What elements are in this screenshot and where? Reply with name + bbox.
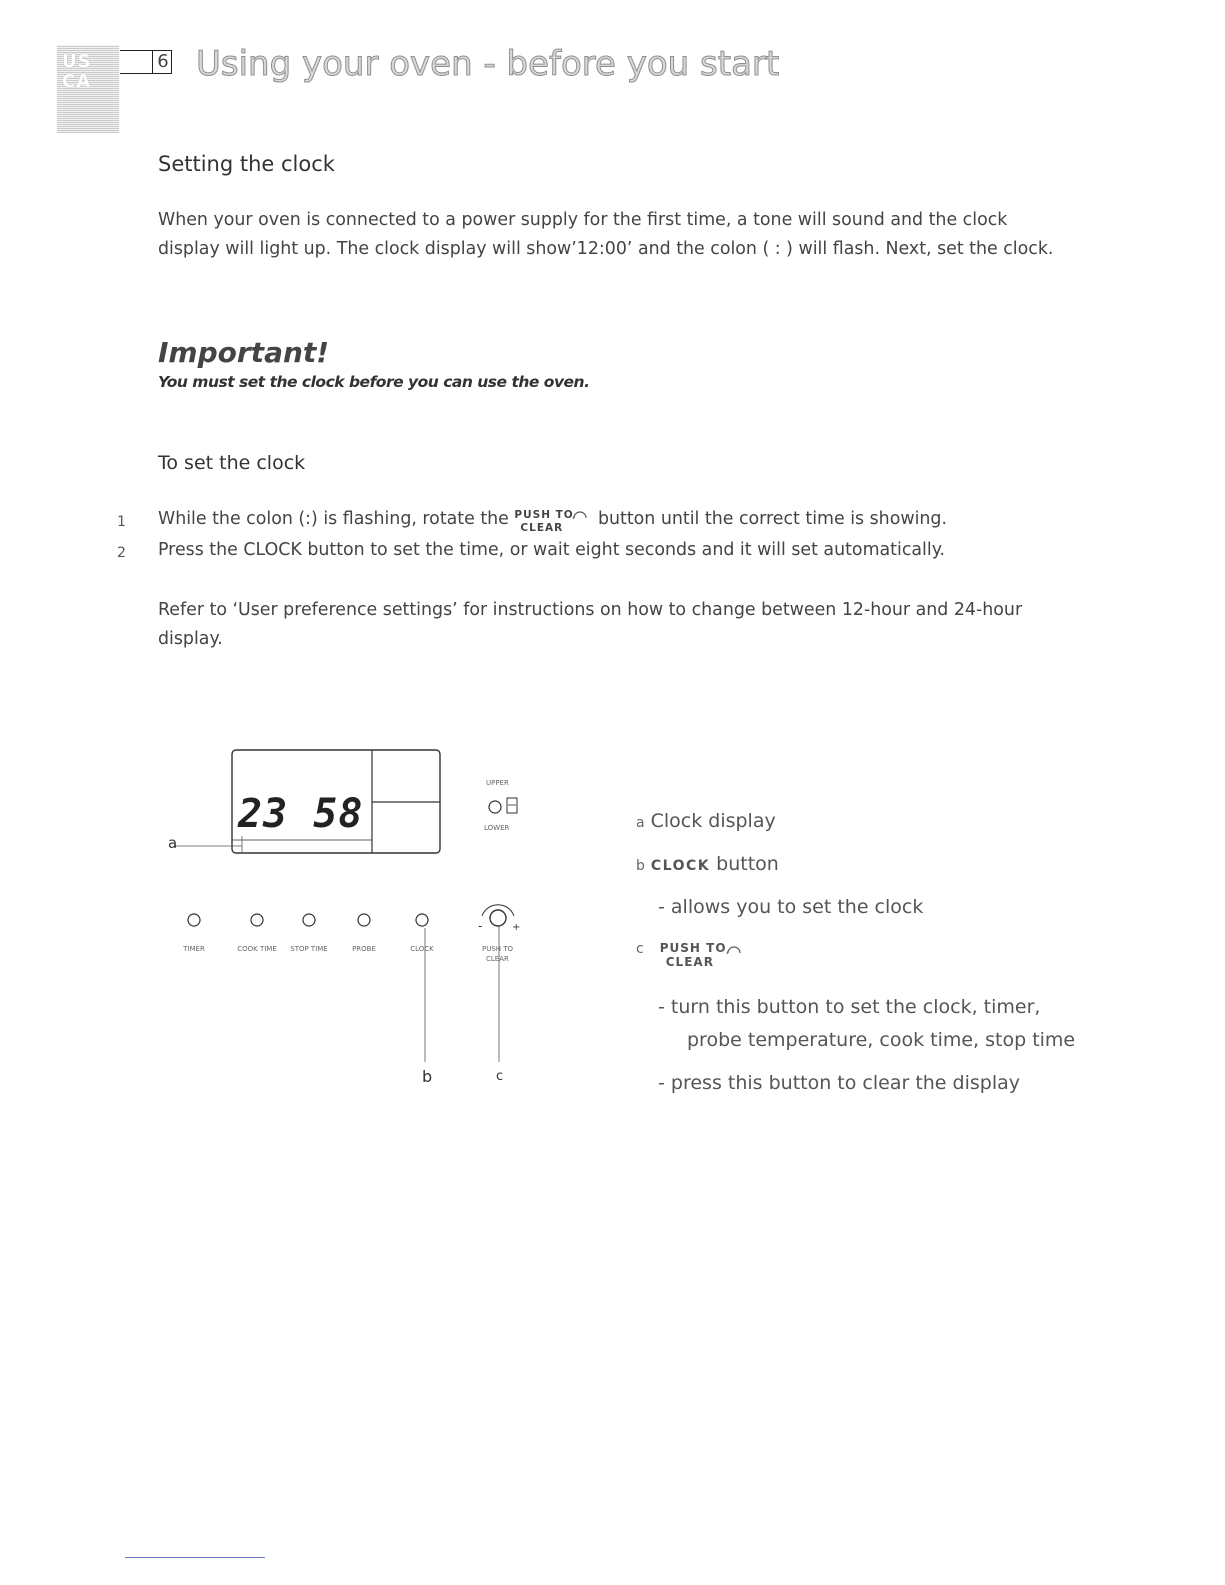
control-panel-diagram — [160, 740, 580, 1100]
cook-time-button[interactable] — [251, 914, 263, 926]
clock-display-digits: 23 58 — [238, 791, 364, 837]
legend-c-description-2: probe temperature, cook time, stop time — [687, 1029, 1076, 1051]
clock-label: CLOCK — [410, 945, 434, 953]
probe-button[interactable] — [358, 914, 370, 926]
legend-item-c: $^c$ PUSH TO CLEAR — [636, 936, 746, 964]
lower-label: LOWER — [484, 824, 510, 832]
page-title: Using your oven - before you start — [196, 44, 780, 84]
knob-label-line2: CLEAR — [486, 955, 509, 963]
callout-c-letter: c — [496, 1069, 504, 1084]
push-to-clear-knob — [490, 910, 506, 926]
footer-rule — [125, 1557, 265, 1558]
rotate-arc-icon — [726, 941, 742, 955]
important-text: You must set the clock before you can use the oven. — [158, 373, 590, 391]
oven-select-button — [489, 801, 501, 813]
minus-sign: - — [478, 919, 483, 933]
timer-button[interactable] — [188, 914, 200, 926]
function-button-row — [182, 914, 434, 953]
step-2-text: Press the CLOCK button to set the time, or wait eight seconds and it will set automatically. — [158, 540, 946, 560]
upper-label: UPPER — [486, 779, 509, 787]
knob-label-line1: PUSH TO — [482, 945, 514, 953]
timer-label: TIMER — [183, 945, 205, 953]
push-to-clear-inline-label: PUSH TO CLEAR — [514, 504, 592, 530]
legend-c-description-1: - turn this button to set the clock, timer, — [658, 996, 1041, 1018]
clock-button[interactable] — [416, 914, 428, 926]
stop-time-label: STOP TIME — [290, 945, 328, 953]
legend-c-description-3: - press this button to clear the display — [658, 1072, 1021, 1094]
cook-time-label: COOK TIME — [237, 945, 277, 953]
procedure-heading: To set the clock — [158, 452, 306, 474]
step-number: 2 — [117, 545, 126, 561]
step-1-before: While the colon (:) is flashing, rotate the — [158, 509, 509, 529]
callout-a-letter: a — [168, 834, 178, 852]
push-to-clear-legend-label: PUSH TO CLEAR — [656, 937, 746, 963]
step-1-after: button until the correct time is showing. — [597, 509, 947, 529]
region-tab-label: US CA — [62, 51, 92, 92]
callout-b-letter: b — [422, 1067, 433, 1086]
plus-sign: + — [512, 922, 521, 933]
probe-label: PROBE — [352, 945, 376, 953]
step-1-text — [158, 504, 947, 533]
intro-paragraph: When your oven is connected to a power supply for the first time, a tone will sound and the clock display will light up. The clock display will show’12:00’ and the colon ( : ) will flash. Next, set the clock. — [158, 210, 1054, 259]
rotate-arc-icon — [572, 506, 588, 520]
stop-time-button[interactable] — [303, 914, 315, 926]
section-heading: Setting the clock — [158, 152, 335, 176]
legend-b-description: - allows you to set the clock — [658, 896, 924, 918]
legend-item-a: a Clock display — [636, 810, 776, 832]
page-number: 6 — [152, 50, 173, 74]
legend-item-b: b CLOCK button — [636, 853, 779, 875]
step-number: 1 — [117, 514, 126, 530]
preference-note: Refer to ‘User preference settings’ for instructions on how to change between 12-hour and 24-hour display. — [158, 600, 1023, 649]
important-heading: Important! — [158, 336, 330, 369]
oven-select-indicator-icon — [507, 798, 517, 813]
